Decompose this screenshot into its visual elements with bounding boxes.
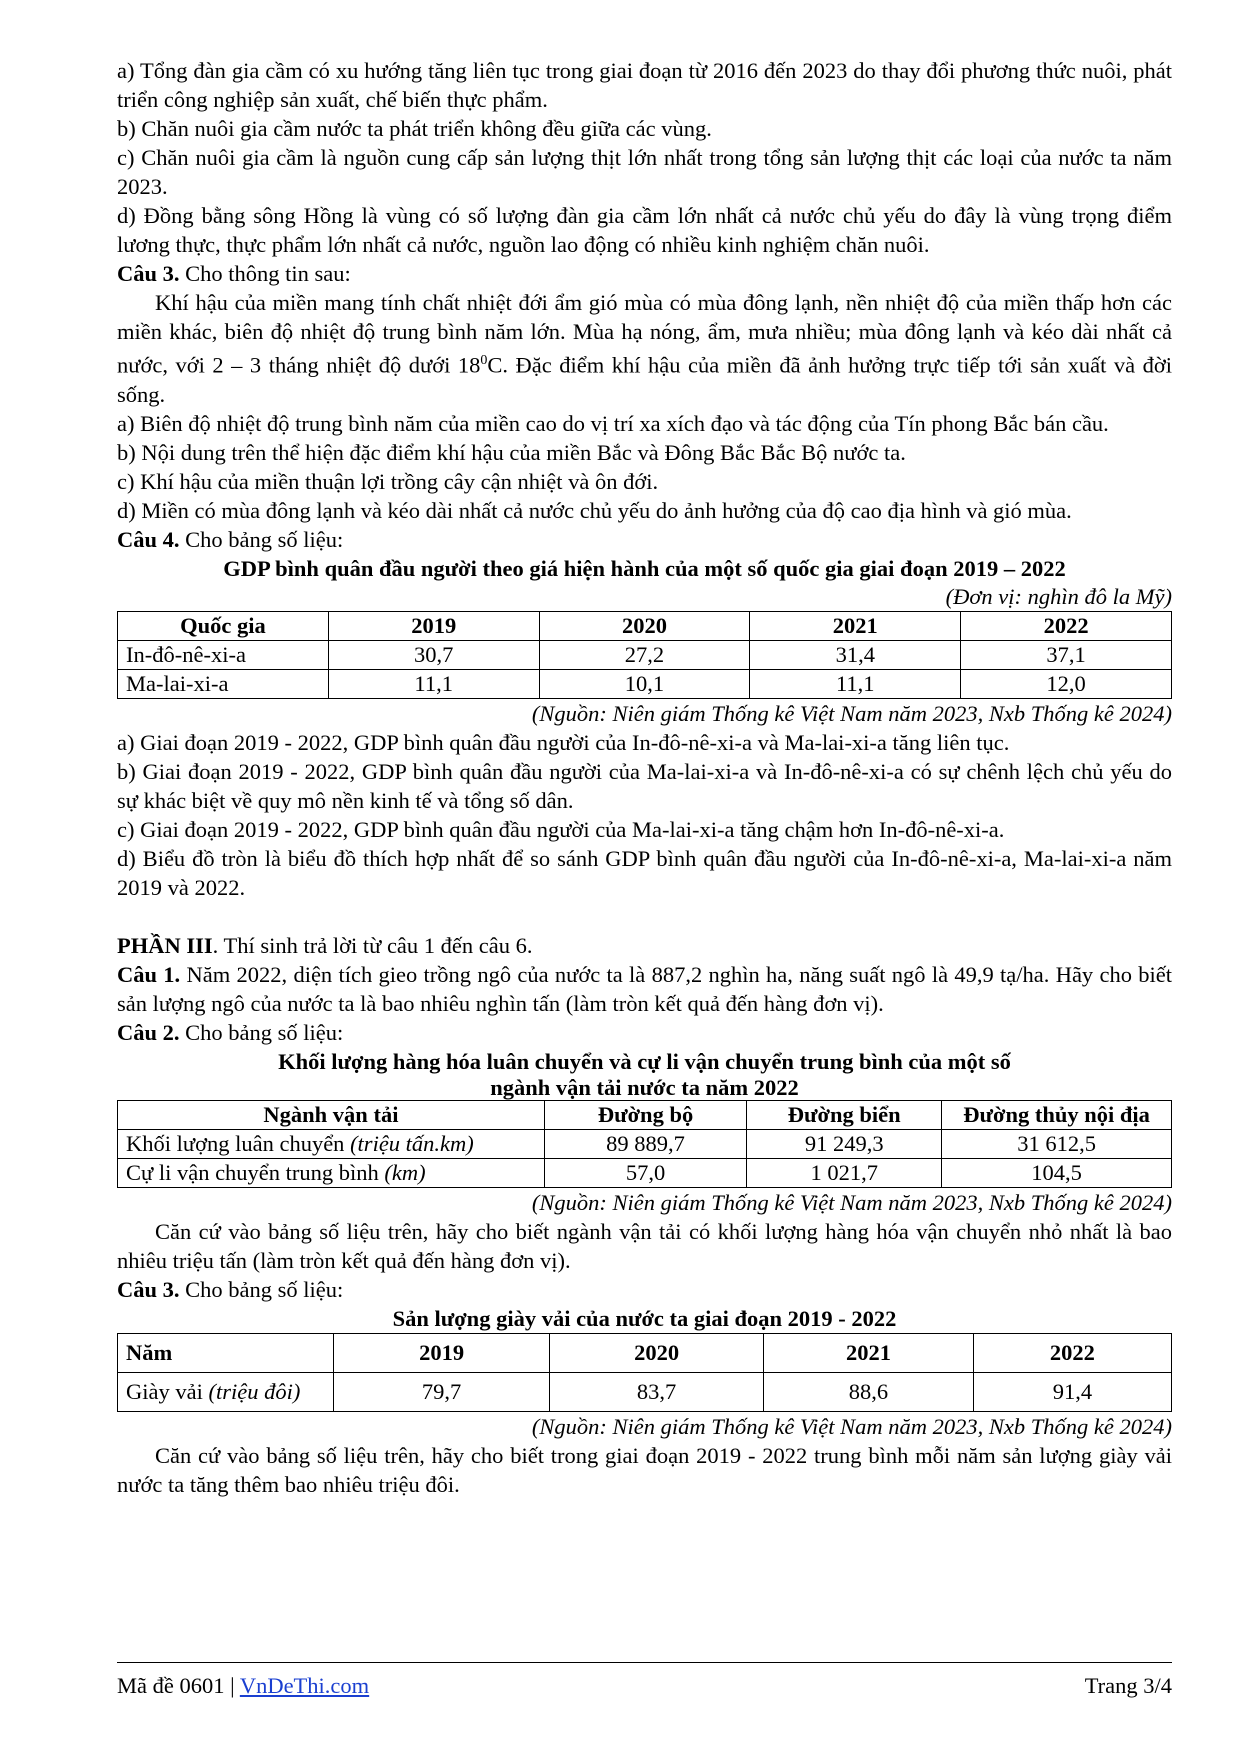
table-cell: 79,7 — [334, 1372, 550, 1411]
q3-intro: Cho thông tin sau: — [185, 261, 351, 286]
table-cell — [118, 1372, 334, 1411]
table-cell: 88,6 — [764, 1372, 974, 1411]
q3-passage-text-end: C. Đặc điểm khí hậu của miền đã ảnh hưởng trực tiếp tới sản xuất và đời sống. — [117, 352, 1172, 407]
table-cell: 37,1 — [961, 640, 1172, 669]
p3q2-source: (Nguồn: Niên giám Thống kê Việt Nam năm 2023, Nxb Thống kê 2024) — [531, 1189, 1172, 1215]
p3q3-question: Căn cứ vào bảng số liệu trên, hãy cho biết trong giai đoạn 2019 - 2022 trung bình mỗi năm sản lượng giày vải nước ta tăng thêm bao nhiêu triệu đôi. — [117, 1442, 1172, 1497]
q3-label: Câu 3. — [117, 261, 180, 286]
p3q2-title-line1: Khối lượng hàng hóa luân chuyển và cự li vận chuyển trung bình của một số — [278, 1048, 1011, 1074]
p3q2-label: Câu 2. — [117, 1019, 180, 1045]
q4-option-a: a) Giai đoạn 2019 - 2022, GDP bình quân đầu người của In-đô-nê-xi-a và Ma-lai-xi-a tăng liên tục. — [117, 729, 1010, 755]
table-header: Quốc gia — [118, 611, 329, 640]
table-cell: 89 889,7 — [544, 1129, 746, 1158]
q3-option-a: a) Biên độ nhiệt độ trung bình năm của miền cao do vị trí xa xích đạo và tác động của Tín phong Bắc bán cầu. — [117, 410, 1109, 436]
table-header-row — [118, 611, 1172, 640]
p3q1 — [117, 960, 1172, 1018]
q4-label: Câu 4. — [117, 526, 180, 552]
table-header: 2021 — [750, 611, 961, 640]
row-unit: (km) — [384, 1159, 426, 1185]
site-link[interactable]: VnDeThi.com — [239, 1673, 370, 1698]
spacer — [117, 902, 1172, 931]
table-cell: 31,4 — [750, 640, 961, 669]
q3-passage-text: Khí hậu của miền mang tính chất nhiệt đới ẩm gió mùa có mùa đông lạnh, nền nhiệt độ của miền thấp hơn các miền khác, biên độ nhiệt độ trung bình năm lớn. Mùa hạ nóng, ẩm, mưa nhiều; mùa đông lạnh và kéo dài nhất cả nước, với 2 – 3 tháng nhiệt độ dưới 18 — [117, 290, 1172, 378]
q4-table-title: GDP bình quân đầu người theo giá hiện hành của một số quốc gia giai đoạn 2019 – 2022 — [223, 555, 1066, 581]
table-row — [118, 1129, 1172, 1158]
p3q2-heading — [117, 1018, 1172, 1047]
p3q1-label: Câu 1. — [117, 961, 181, 987]
table-header: Đường bộ — [544, 1100, 746, 1129]
table-cell: Ma-lai-xi-a — [118, 669, 329, 698]
q3-passage — [117, 288, 1172, 409]
degree-sup: 0 — [480, 353, 488, 368]
table-header-row — [118, 1333, 1172, 1372]
p3q2-intro: Cho bảng số liệu: — [185, 1019, 344, 1045]
table-row — [118, 1158, 1172, 1187]
table-cell: 31 612,5 — [942, 1129, 1172, 1158]
footer-left — [117, 1673, 369, 1699]
q4-heading — [117, 525, 1172, 554]
table-header: Năm — [118, 1333, 334, 1372]
q2-option-b: b) Chăn nuôi gia cầm nước ta phát triển không đều giữa các vùng. — [117, 116, 712, 141]
p3q2-title-line2: ngành vận tải nước ta năm 2022 — [490, 1074, 799, 1100]
row-label: Khối lượng luân chuyển — [126, 1130, 351, 1156]
q4-option-b: b) Giai đoạn 2019 - 2022, GDP bình quân đầu người của Ma-lai-xi-a và In-đô-nê-xi-a có sự chênh lệch chủ yếu do sự khác biệt về quy mô nền kinh tế và tổng số dân. — [117, 758, 1172, 813]
table-cell: 57,0 — [544, 1158, 746, 1187]
table-cell — [118, 1158, 545, 1187]
q4-option-c: c) Giai đoạn 2019 - 2022, GDP bình quân đầu người của Ma-lai-xi-a tăng chậm hơn In-đô-nê-xi-a. — [117, 816, 1005, 842]
q3-option-c: c) Khí hậu của miền thuận lợi trồng cây cận nhiệt và ôn đới. — [117, 468, 659, 494]
table-cell: 27,2 — [539, 640, 750, 669]
table-cell: In-đô-nê-xi-a — [118, 640, 329, 669]
table-cell: 12,0 — [961, 669, 1172, 698]
q3-option-b: b) Nội dung trên thể hiện đặc điểm khí hậu của miền Bắc và Đông Bắc Bắc Bộ nước ta. — [117, 439, 906, 465]
table-row — [118, 669, 1172, 698]
part3-label: PHẦN III — [117, 932, 213, 958]
q4-option-d: d) Biểu đồ tròn là biểu đồ thích hợp nhất để so sánh GDP bình quân đầu người của In-đô-nê-xi-a, Ma-lai-xi-a năm 2019 và 2022. — [117, 845, 1172, 900]
p3q2-question: Căn cứ vào bảng số liệu trên, hãy cho biết ngành vận tải có khối lượng hàng hóa vận chuyển nhỏ nhất là bao nhiêu triệu tấn (làm tròn kết quả đến hàng đơn vị). — [117, 1218, 1172, 1273]
table-header: Đường biển — [747, 1100, 942, 1129]
table-header: 2020 — [550, 1333, 764, 1372]
page-number: Trang 3/4 — [1084, 1673, 1172, 1698]
q3-heading — [117, 259, 1172, 288]
p3q3-heading — [117, 1275, 1172, 1304]
q2-option-a: a) Tổng đàn gia cầm có xu hướng tăng liên tục trong giai đoạn từ 2016 đến 2023 do thay đổi phương thức nuôi, phát triển công nghiệp sản xuất, chế biến thực phẩm. — [117, 58, 1172, 112]
p3q3-label: Câu 3. — [117, 1276, 180, 1302]
row-label: Giày vải — [126, 1378, 209, 1404]
table-header: 2022 — [961, 611, 1172, 640]
table-header: 2021 — [764, 1333, 974, 1372]
part3-text: . Thí sinh trả lời từ câu 1 đến câu 6. — [212, 932, 533, 958]
p3q1-text: Năm 2022, diện tích gieo trồng ngô của nước ta là 887,2 nghìn ha, năng suất ngô là 49,9 tạ/ha. Hãy cho biết sản lượng ngô của nước ta là bao nhiêu nghìn tấn (làm tròn kết quả đến hàng đơn vị). — [117, 961, 1172, 1016]
q2-option-d: d) Đồng bằng sông Hồng là vùng có số lượng đàn gia cầm lớn nhất cả nước chủ yếu do đây là vùng trọng điểm lương thực, thực phẩm lớn nhất cả nước, nguồn lao động có nhiều kinh nghiệm chăn nuôi. — [117, 203, 1172, 257]
table-row — [118, 640, 1172, 669]
exam-code: Mã đề 0601 | — [117, 1673, 240, 1698]
p3q3-intro: Cho bảng số liệu: — [185, 1276, 344, 1302]
table-cell: 91 249,3 — [747, 1129, 942, 1158]
table-cell: 1 021,7 — [747, 1158, 942, 1187]
row-label: Cự li vận chuyển trung bình — [126, 1159, 385, 1185]
table-row — [118, 1372, 1172, 1411]
q4-table-unit: (Đơn vị: nghìn đô la Mỹ) — [945, 583, 1172, 609]
gdp-table — [117, 611, 1172, 699]
table-cell: 104,5 — [942, 1158, 1172, 1187]
table-cell: 83,7 — [550, 1372, 764, 1411]
table-header: 2020 — [539, 611, 750, 640]
table-cell: 11,1 — [328, 669, 539, 698]
table-cell — [118, 1129, 545, 1158]
q3-option-d: d) Miền có mùa đông lạnh và kéo dài nhất cả nước chủ yếu do ảnh hưởng của độ cao địa hình và gió mùa. — [117, 497, 1072, 523]
table-header: 2019 — [334, 1333, 550, 1372]
p3q3-title: Sản lượng giày vải của nước ta giai đoạn 2019 - 2022 — [392, 1305, 897, 1331]
table-cell: 10,1 — [539, 669, 750, 698]
table-header: Ngành vận tải — [118, 1100, 545, 1129]
table-header: Đường thủy nội địa — [942, 1100, 1172, 1129]
shoe-table — [117, 1333, 1172, 1412]
q4-intro: Cho bảng số liệu: — [185, 526, 344, 552]
q4-source: (Nguồn: Niên giám Thống kê Việt Nam năm 2023, Nxb Thống kê 2024) — [531, 700, 1172, 726]
transport-table — [117, 1100, 1172, 1188]
part3-heading — [117, 931, 1172, 960]
table-cell: 11,1 — [750, 669, 961, 698]
page-content — [117, 56, 1172, 1499]
row-unit: (triệu đôi) — [208, 1378, 301, 1404]
table-header: 2022 — [973, 1333, 1171, 1372]
table-cell: 91,4 — [973, 1372, 1171, 1411]
page-footer — [117, 1662, 1172, 1698]
table-header: 2019 — [328, 611, 539, 640]
row-unit: (triệu tấn.km) — [350, 1130, 474, 1156]
p3q3-source: (Nguồn: Niên giám Thống kê Việt Nam năm 2023, Nxb Thống kê 2024) — [531, 1413, 1172, 1439]
q2-option-c: c) Chăn nuôi gia cầm là nguồn cung cấp sản lượng thịt lớn nhất trong tổng sản lượng thịt các loại của nước ta năm 2023. — [117, 145, 1172, 199]
table-cell: 30,7 — [328, 640, 539, 669]
table-header-row — [118, 1100, 1172, 1129]
